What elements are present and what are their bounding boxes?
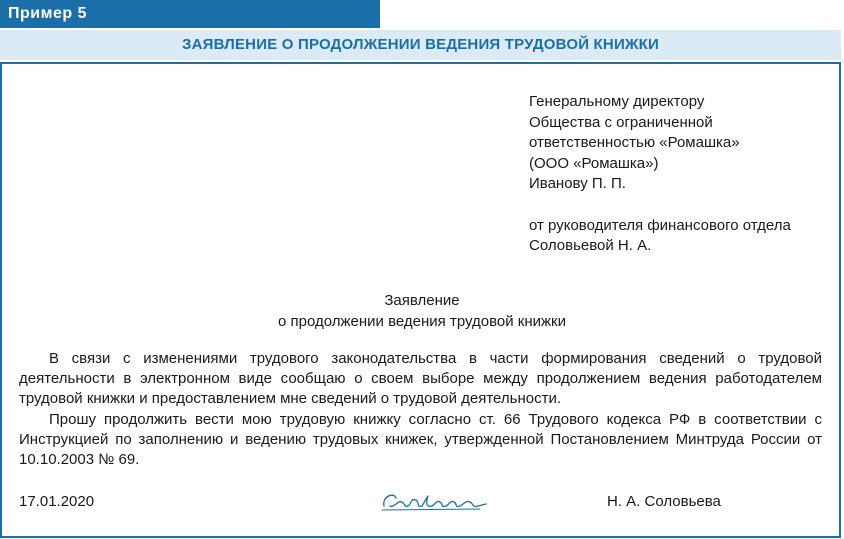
- statement-title: [0, 290, 844, 332]
- body-paragraph: Прошу продолжить вести мою трудовую книжку согласно ст. 66 Трудового кодекса РФ в соответствии с Инструкцией по заполнению и ведению трудовых книжек, утвержденной Постановлением Минтруда России от 10.10.2003 № 69.: [19, 410, 822, 469]
- statement-title-sub: о продолжении ведения трудовой книжки: [278, 313, 566, 330]
- document-heading: ЗАЯВЛЕНИЕ О ПРОДОЛЖЕНИИ ВЕДЕНИЯ ТРУДОВОЙ КНИЖКИ: [0, 30, 841, 60]
- statement-title-main: Заявление: [384, 292, 460, 309]
- body-paragraph: В связи с изменениями трудового законодательства в части формирования сведений о трудовой деятельности в электронном виде сообщаю о своем выборе между продолжением ведения работодателем трудовой книжки и предоставлением мне сведений о трудовой деятельности.: [19, 350, 822, 408]
- addressee-line: ответственностью «Ромашка»: [529, 134, 740, 151]
- addressee-spacer: [529, 195, 791, 216]
- statement-body: [19, 349, 822, 470]
- addressee-line: Общества с ограниченной: [529, 113, 713, 131]
- sender-line: от руководителя финансового отдела: [529, 216, 791, 234]
- handwritten-signature: [380, 484, 490, 514]
- example-label: Пример 5: [0, 0, 380, 28]
- sender-line: Соловьевой Н. А.: [529, 237, 652, 254]
- addressee-line: Иванову П. П.: [529, 175, 626, 192]
- statement-date: 17.01.2020: [19, 493, 95, 510]
- addressee-line: Генеральному директору: [529, 93, 705, 110]
- signer-name: Н. А. Соловьева: [607, 493, 721, 510]
- addressee-block: [529, 92, 791, 257]
- addressee-line: (ООО «Ромашка»): [529, 154, 659, 172]
